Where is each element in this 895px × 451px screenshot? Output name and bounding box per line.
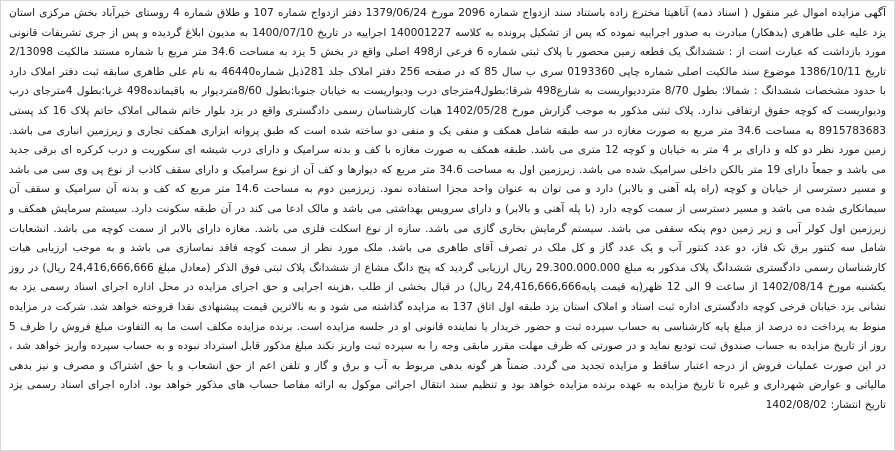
notice-body-text: آگهی مزایده اموال غیر منقول ( اسناد ذمه) آناهیتا مخترع زاده باستناد سند ازدواج شماره 2096 مورخ 1379/06/24 دفتر ازدواج شماره 107 و طلاق شماره 4 روستای خیرآباد بخش مرکزی استان یزد علیه علی طاهری (بدهکار) مبادرت به صدور اجراییه نموده که پس از تشکیل پرونده به کلاسه 140001227 اجراییه در تاریخ 1400/07/10 به مدیون ابلاغ گردیده و پس از جری تشریفات قانونی مورد بازداشت که عبارت است از : ششدانگ یک قطعه زمین محصور با پلاک ثبتی شماره 6 فرعی از498 اصلی واقع در بخش 5 یزد به مساحت 34.6 متر مربع با شماره مستند مالکیت 2/13098 تاریخ 1386/10/11 موضوع سند مالکیت اصلی شماره چاپی 0193360 سری ب سال 85 که در صفحه 256 دفتر املاک جلد 281ذیل شماره46440 به نام علی طاهری سابقه ثبت دفتر املاک دارد با حدود مشخصات ششدانگ : شمالا: بطول 8/70 مترددیواریست به شارع498 شرقا:بطول4مترجای درب ودیواریست به خیابان جنوبا:بطول 8/60متردیوار به باقیمانده498 غربا:بطول 4مترجای درب ودیواریست که کوچه حقوق ارتفاقی ندارد. پلاک ثبتی مذکور به موجب گزارش مورخ 1402/05/28 هیات کارشناسان رسمی دادگستری واقع در یزد بلوار خاتم شمالی املاک حاتم پلاک 16 کد پستی 8915783683 به مساحت 34.6 متر مربع به صورت مغازه در سه طبقه شامل همکف و منفی یک و منفی دو ساخته شده است که طبق پروانه ابزاری همکف تجاری و زیرزمین انباری می باشد. زمین مورد نظر دو کله و دارای بر 4 متر به خیابان و کوچه 12 متری می باشد. طبقه همکف به صورت مغازه با کف و بدنه سرامیک و دارای درب شیشه ای سکوریت و درب کرکره ای برقی جدید می باشد و جمعاً دارای 19 متر بالکن داخلی سرامیک شده می باشد. زیرزمین اول به مساحت 34.6 متر مربع که دیوارها و کف آن از نوع سرامیک و دارای سقف کاذب از نوع پی وی سی می باشد و مسیر دسترسی از خیابان و کوچه (راه پله آهنی و بالابر) دارد و می توان به عنوان واحد مجزا استفاده نمود. زیرزمین دوم به مساحت 14.6 متر مربع که کف و بدنه آن سرامیک و سقف آن سیمانکاری شده می باشد و مسیر دسترسی از سمت کوچه دارد (با پله آهنی و بالابر) و دارای سرویس بهداشتی می باشد و مالک ادعا می کند در آن طبقه سکونت دارد. سیستم سرمایش همکف و زیرزمین اول کولر آبی و زیر زمین دوم پنکه سقفی می باشد. سیستم گرمایش بخاری گازی می باشد. سازه از نوع اسکلت فلزی می باشد. مغازه دارای بالابر از سمت کوچه می باشد. انشعابات شامل سه کنتور برق تک فاز، دو عدد کنتور آب و یک عدد گاز و کل ملک در تصرف آقای طاهری می باشد. ملک مورد نظر از سمت کوچه فاقد نماسازی می باشد و به موجب ارزیابی هیات کارشناسان رسمی دادگستری ششدانگ پلاک مذکور به مبلغ 29.300.000.000 ریال ارزیابی گردید که پنج دانگ مشاع از ششدانگ پلاک ثبتی فوق الذکر (معادل مبلغ 24,416,666,666 ریال) در روز یکشنبه مورخ 1402/08/14 از ساعت 9 الی 12 ظهر(به قیمت پایه24,416,666,666 ریال) در قبال بخشی از طلب ،هزینه اجرایی و حق اجرای مزایده در محل اداره اجرای اسناد رسمی یزد به نشانی یزد خیابان فرخی کوچه دادگستری اداره ثبت اسناد و املاک استان یزد طبقه اول اتاق 137 به مزایده گذاشته می شود و به بالاترین قیمت پیشنهادی نقدا فروخته خواهد شد. شرکت در مزایده منوط به پرداخت ده درصد از مبلغ پایه کارشناسی به حساب سپرده ثبت و حضور خریدار یا نماینده قانونی او در جلسه مزایده است. برنده مزایده مکلف است ما به التفاوت مبلغ فروش را ظرف 5 روز از تاریخ مزایده به حساب صندوق ثبت تودیع نماید و در صورتی که ظرف مهلت مقرر مابقی وجه را به سپرده ثبت واریز نکند مبلغ مذکور قابل استرداد نبوده و به حساب سپرده واریز خواهد شد ، در این صورت عملیات فروش از درجه اعتبار ساقط و مزایده تجدید می گردد. ضمناً هر گونه بدهی مربوط به آب و برق و گاز و تلفن اعم از حق انشعاب و یا حق اشتراک و مصرف و نیز بدهی مالیاتی و عوارض شهرداری و غیره تا تاریخ مزایده به عهده برنده مزایده خواهد بود و تنظیم سند انتقال اجرائی موکول به ارائه مفاصا حساب های مذکور خواهد بود. اداره اجرای اسناد رسمی یزد تاریخ انتشار: 1402/08/02 <box>9 7 887 411</box>
